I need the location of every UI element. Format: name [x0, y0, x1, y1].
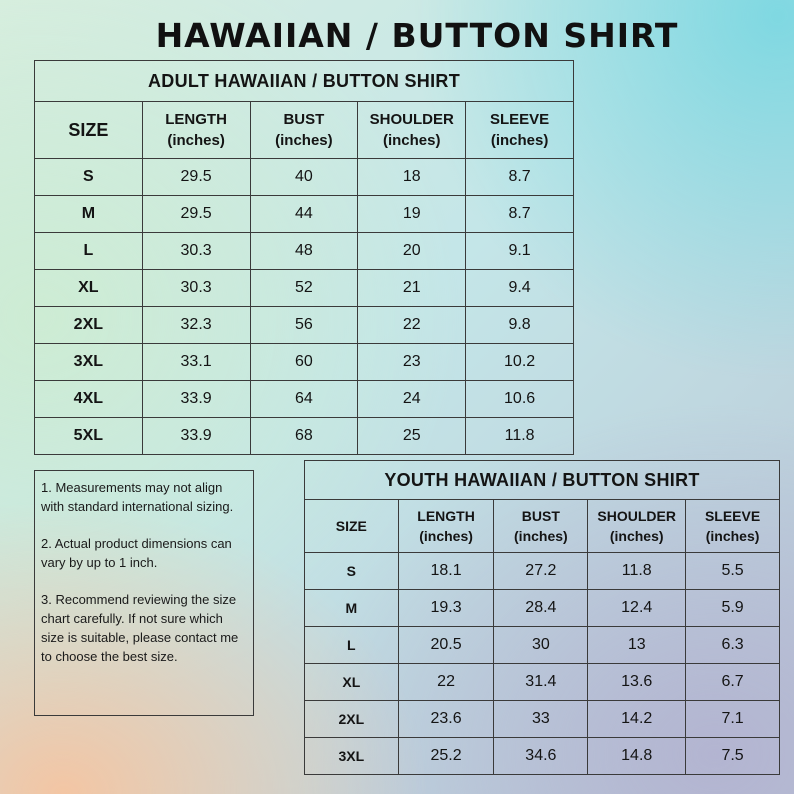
header-unit: (inches): [167, 132, 225, 149]
size-cell: 5XL: [35, 418, 143, 455]
length-cell: 29.5: [142, 159, 250, 196]
size-cell: L: [35, 233, 143, 270]
length-cell: 22: [398, 664, 494, 701]
bust-cell: 27.2: [494, 553, 588, 590]
shoulder-cell: 14.2: [588, 701, 686, 738]
length-cell: 18.1: [398, 553, 494, 590]
youth-table-caption: YOUTH HAWAIIAN / BUTTON SHIRT: [305, 461, 780, 500]
table-row: [35, 344, 574, 381]
header-label: BUST: [283, 111, 325, 128]
bust-cell: 44: [250, 196, 358, 233]
shoulder-cell: 24: [358, 381, 466, 418]
sleeve-cell: 7.1: [686, 701, 780, 738]
header-unit: (inches): [609, 528, 664, 544]
size-cell: L: [305, 627, 399, 664]
sleeve-cell: 10.6: [466, 381, 574, 418]
adult-table-caption: ADULT HAWAIIAN / BUTTON SHIRT: [35, 61, 574, 102]
bust-cell: 40: [250, 159, 358, 196]
sleeve-cell: 7.5: [686, 738, 780, 775]
size-cell: 3XL: [305, 738, 399, 775]
size-cell: XL: [305, 664, 399, 701]
length-cell: 32.3: [142, 307, 250, 344]
table-row: [305, 738, 780, 775]
header-label: SLEEVE: [704, 508, 761, 524]
note-3: 3. Recommend reviewing the size chart carefully. If not sure which size is suitable, please contact me to choose the best size.: [41, 592, 239, 664]
length-cell: 19.3: [398, 590, 494, 627]
size-cell: 4XL: [35, 381, 143, 418]
length-cell: 20.5: [398, 627, 494, 664]
length-cell: 29.5: [142, 196, 250, 233]
size-cell: XL: [35, 270, 143, 307]
header-label: BUST: [521, 508, 560, 524]
table-row: [305, 590, 780, 627]
header-label: SHOULDER: [597, 508, 676, 524]
bust-cell: 33: [494, 701, 588, 738]
table-row: [305, 701, 780, 738]
header-unit: (inches): [490, 132, 549, 149]
sleeve-cell: 8.7: [466, 159, 574, 196]
adult-header-bust: [250, 102, 358, 159]
header-label: SLEEVE: [489, 111, 550, 128]
header-unit: (inches): [275, 132, 333, 149]
sleeve-cell: 8.7: [466, 196, 574, 233]
youth-header-shoulder: [588, 500, 686, 553]
bust-cell: 68: [250, 418, 358, 455]
notes-box: [34, 470, 254, 716]
sleeve-cell: 9.8: [466, 307, 574, 344]
youth-header-length: [398, 500, 494, 553]
length-cell: 33.9: [142, 381, 250, 418]
header-unit: (inches): [514, 528, 568, 544]
table-row: [35, 233, 574, 270]
table-row: [305, 553, 780, 590]
youth-header-row: [305, 500, 780, 553]
bust-cell: 34.6: [494, 738, 588, 775]
adult-header-size: SIZE: [35, 102, 143, 159]
header-unit: (inches): [382, 132, 441, 149]
youth-header-bust: [494, 500, 588, 553]
size-cell: S: [35, 159, 143, 196]
shoulder-cell: 20: [358, 233, 466, 270]
table-row: [305, 627, 780, 664]
bust-cell: 64: [250, 381, 358, 418]
size-cell: M: [305, 590, 399, 627]
size-cell: 2XL: [35, 307, 143, 344]
adult-size-table: [34, 60, 574, 455]
shoulder-cell: 14.8: [588, 738, 686, 775]
table-row: [35, 159, 574, 196]
table-row: [35, 381, 574, 418]
header-label: LENGTH: [417, 508, 475, 524]
table-row: [35, 307, 574, 344]
sleeve-cell: 9.1: [466, 233, 574, 270]
length-cell: 25.2: [398, 738, 494, 775]
header-label: LENGTH: [165, 111, 227, 128]
adult-header-row: [35, 102, 574, 159]
shoulder-cell: 25: [358, 418, 466, 455]
youth-header-size: SIZE: [305, 500, 399, 553]
adult-header-sleeve: [466, 102, 574, 159]
sleeve-cell: 6.3: [686, 627, 780, 664]
shoulder-cell: 12.4: [588, 590, 686, 627]
bust-cell: 52: [250, 270, 358, 307]
adult-header-length: [142, 102, 250, 159]
bust-cell: 30: [494, 627, 588, 664]
shoulder-cell: 13: [588, 627, 686, 664]
table-row: [35, 270, 574, 307]
size-cell: 3XL: [35, 344, 143, 381]
table-row: [305, 664, 780, 701]
shoulder-cell: 22: [358, 307, 466, 344]
sleeve-cell: 9.4: [466, 270, 574, 307]
youth-size-table: [304, 460, 780, 775]
note-1: 1. Measurements may not align with standard international sizing.: [41, 480, 234, 514]
shoulder-cell: 18: [358, 159, 466, 196]
note-2: 2. Actual product dimensions can vary by up to 1 inch.: [41, 536, 232, 570]
sleeve-cell: 10.2: [466, 344, 574, 381]
length-cell: 33.1: [142, 344, 250, 381]
bust-cell: 48: [250, 233, 358, 270]
length-cell: 30.3: [142, 233, 250, 270]
sleeve-cell: 6.7: [686, 664, 780, 701]
table-row: [35, 418, 574, 455]
sleeve-cell: 5.5: [686, 553, 780, 590]
bust-cell: 56: [250, 307, 358, 344]
length-cell: 30.3: [142, 270, 250, 307]
bust-cell: 28.4: [494, 590, 588, 627]
size-cell: 2XL: [305, 701, 399, 738]
table-row: [35, 196, 574, 233]
header-unit: (inches): [705, 528, 760, 544]
shoulder-cell: 19: [358, 196, 466, 233]
sleeve-cell: 5.9: [686, 590, 780, 627]
bust-cell: 60: [250, 344, 358, 381]
header-unit: (inches): [419, 528, 473, 544]
page-title: HAWAIIAN / BUTTON SHIRT: [155, 16, 679, 55]
adult-header-shoulder: [358, 102, 466, 159]
sleeve-cell: 11.8: [466, 418, 574, 455]
size-cell: S: [305, 553, 399, 590]
shoulder-cell: 11.8: [588, 553, 686, 590]
shoulder-cell: 21: [358, 270, 466, 307]
youth-header-sleeve: [686, 500, 780, 553]
shoulder-cell: 23: [358, 344, 466, 381]
shoulder-cell: 13.6: [588, 664, 686, 701]
length-cell: 33.9: [142, 418, 250, 455]
size-cell: M: [35, 196, 143, 233]
header-label: SHOULDER: [369, 111, 454, 128]
length-cell: 23.6: [398, 701, 494, 738]
bust-cell: 31.4: [494, 664, 588, 701]
